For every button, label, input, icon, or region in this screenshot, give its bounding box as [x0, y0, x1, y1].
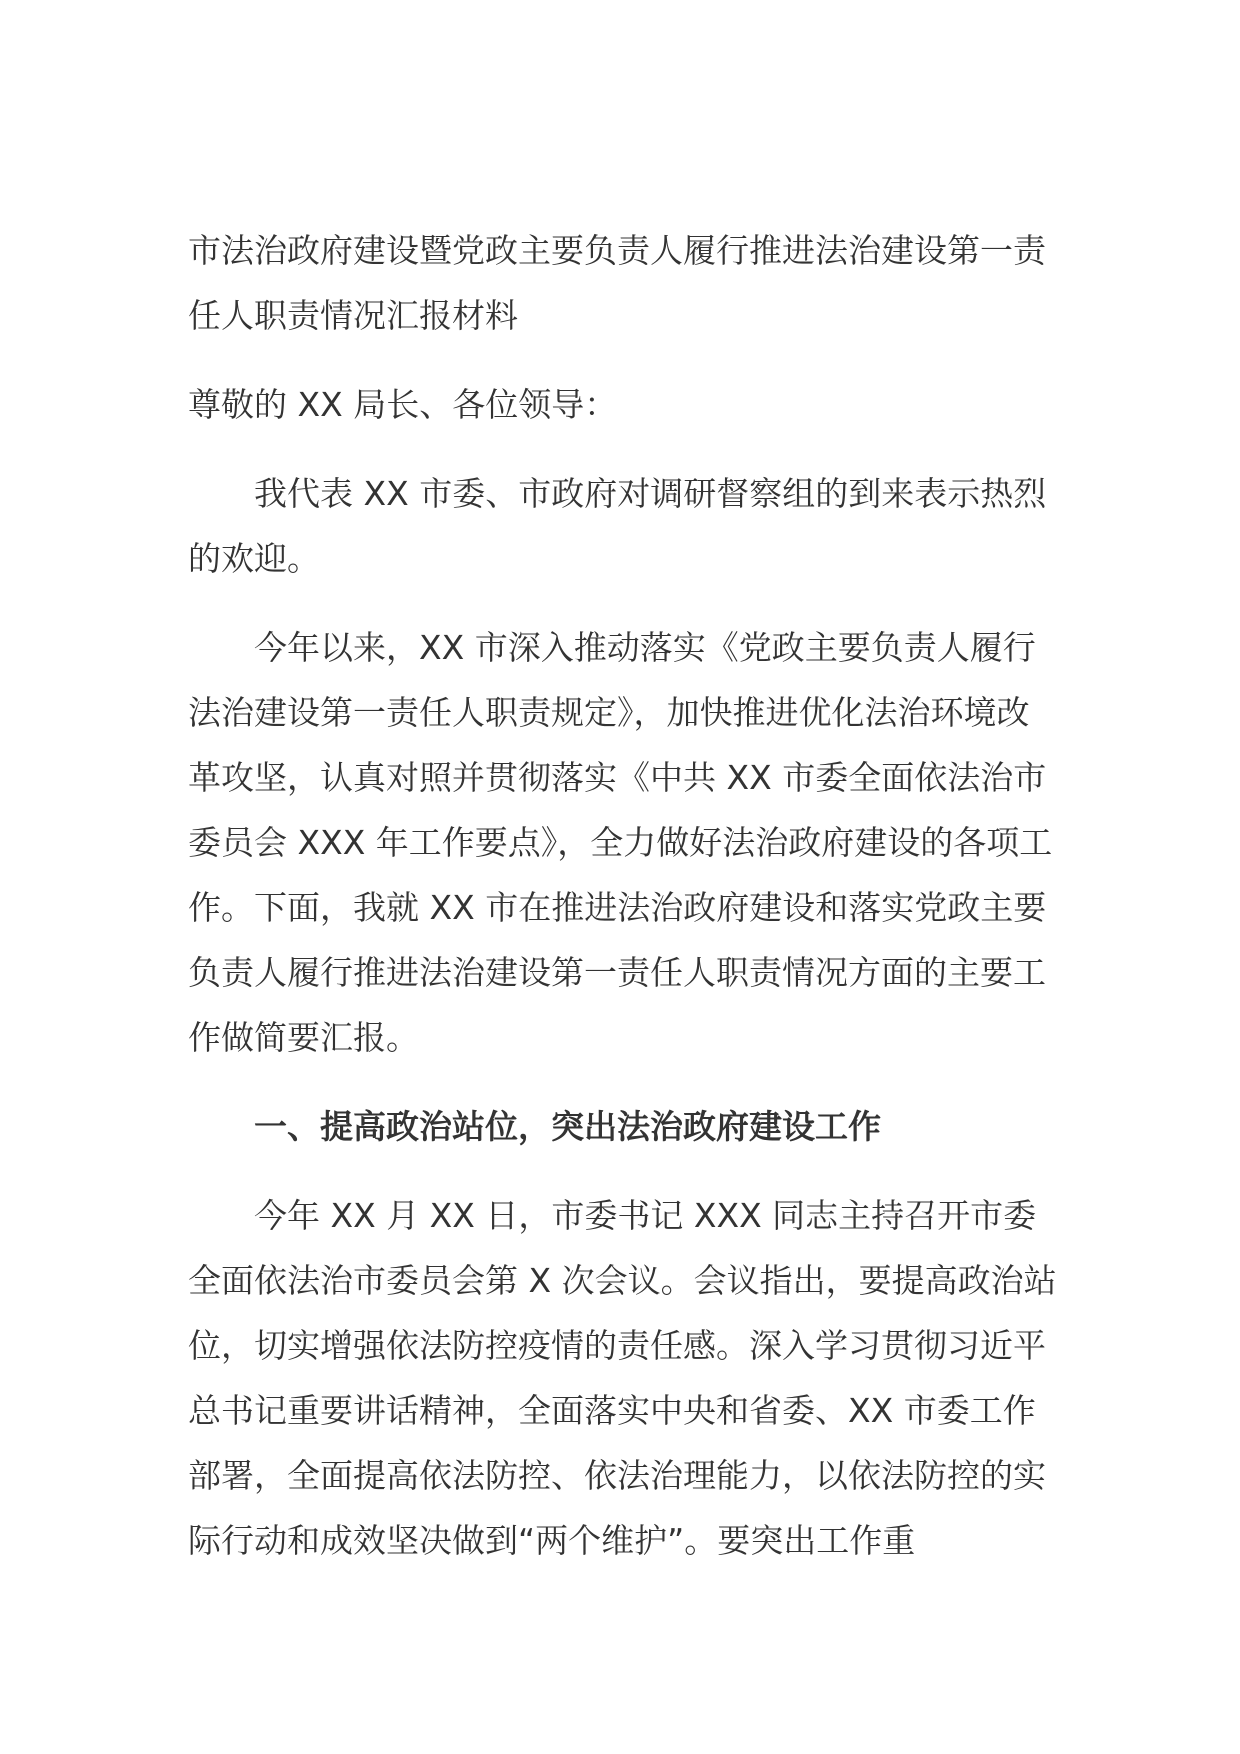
document-body: [188, 218, 1058, 1597]
document-title: 市法治政府建设暨党政主要负责人履行推进法治建设第一责任人职责情况汇报材料: [188, 231, 1046, 335]
paragraph-overview: 今年以来，XX 市深入推动落实《党政主要负责人履行法治建设第一责任人职责规定》，加快推进优化法治环境改革攻坚，认真对照并贯彻落实《中共 XX 市委全面依法治市委员会 XXX 年工作要点》，全力做好法治政府建设的各项工作。下面，我就 XX 市在推进法治政府建设和落实党政主要负责人履行推进法治建设第一责任人职责情况方面的主要工作做简要汇报。: [188, 628, 1053, 1057]
paragraph-welcome: 我代表 XX 市委、市政府对调研督察组的到来表示热烈的欢迎。: [188, 474, 1047, 578]
section-heading-1: 一、提高政治站位，突出法治政府建设工作: [254, 1107, 881, 1146]
salutation: 尊敬的 XX 局长、各位领导：: [188, 385, 618, 424]
section-paragraph-1: 今年 XX 月 XX 日，市委书记 XXX 同志主持召开市委全面依法治市委员会第 X 次会议。会议指出，要提高政治站位，切实增强依法防控疫情的责任感。深入学习贯彻习近平总书记重要讲话精神，全面落实中央和省委、XX 市委工作部署，全面提高依法防控、依法治理能力，以依法防控的实际行动和成效坚决做到“两个维护”。要突出工作重: [188, 1196, 1057, 1560]
